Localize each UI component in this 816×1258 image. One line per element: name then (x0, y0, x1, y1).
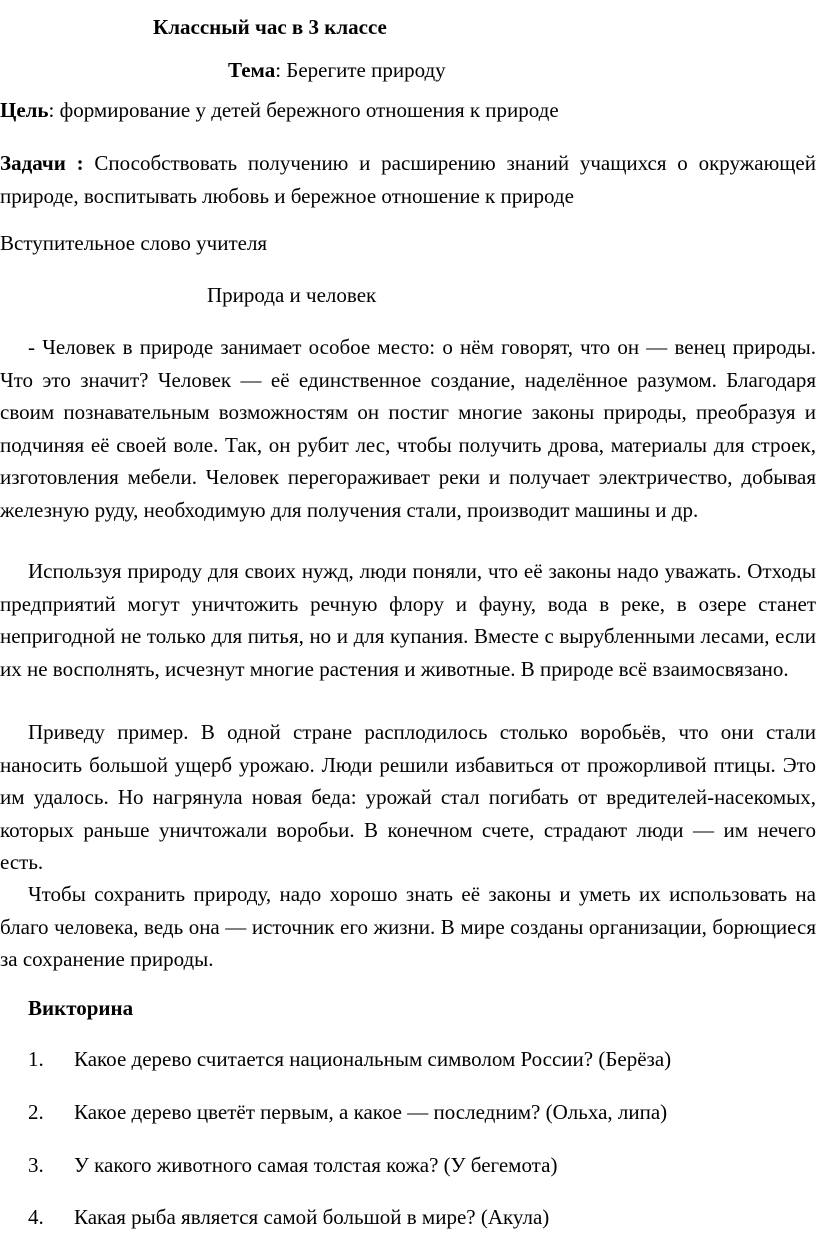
section-title: Природа и человек (207, 283, 377, 307)
body-paragraph-1 (0, 331, 816, 527)
quiz-item-number: 1. (28, 1047, 44, 1071)
goal-text: : формирование у детей бережного отношения к природе (48, 98, 559, 122)
quiz-heading: Викторина (28, 996, 134, 1020)
document-title: Классный час в 3 классе (153, 15, 387, 39)
body-paragraph-1-text: - Человек в природе занимает особое место: о нём говорят, что он — венец природы. Что это значит? Человек — её единственное создание, наделённое разумом. Благодаря своим познавательным возможностям он постиг многие законы природы, преобразуя и подчиняя её своей воле. Так, он рубит лес, чтобы получить дрова, материалы для строек, изготовления мебели. Человек перегораживает реки и получает электричество, добывая железную руду, необходимую для получения стали, производит машины и др. (0, 335, 816, 522)
quiz-item-text: Какое дерево считается национальным символом России? (Берёза) (74, 1047, 672, 1071)
body-paragraph-3-text: Приведу пример. В одной стране расплодилось столько воробьёв, что они стали наносить большой ущерб урожаю. Люди решили избавиться от прожорливой птицы. Это им удалось. Но нагрянула новая беда: урожай стал погибать от вредителей-насекомых, которых раньше уничтожали воробьи. В конечном счете, страдают люди — им нечего есть. (0, 720, 816, 875)
tasks-text: Способствовать получению и расширению знаний учащихся о окружающей природе, воспитывать любовь и бережное отношение к природе (0, 151, 816, 208)
tasks-paragraph (0, 147, 816, 212)
intro-heading: Вступительное слово учителя (0, 231, 268, 255)
quiz-item-text: Какая рыба является самой большой в мире? (Акула) (74, 1205, 550, 1229)
quiz-item-text: Какое дерево цветёт первым, а какое — последним? (Ольха, липа) (74, 1100, 668, 1124)
goal-line (0, 100, 559, 121)
quiz-item-number: 2. (28, 1100, 44, 1124)
body-paragraph-2 (0, 555, 816, 685)
quiz-item-number: 3. (28, 1153, 44, 1177)
quiz-item-number: 4. (28, 1205, 44, 1229)
body-paragraph-3 (0, 716, 816, 879)
body-paragraph-4-text: Чтобы сохранить природу, надо хорошо знать её законы и уметь их использовать на благо человека, ведь она — источник его жизни. В мире созданы организации, борющиеся за сохранение природы. (0, 882, 816, 972)
topic-label: Тема (228, 58, 276, 82)
topic-text: : Берегите природу (275, 58, 446, 82)
quiz-item (0, 1049, 816, 1073)
quiz-item-text: У какого животного самая толстая кожа? (У бегемота) (74, 1153, 558, 1177)
goal-label: Цель (0, 98, 49, 122)
body-paragraph-4 (0, 878, 816, 976)
tasks-label: Задачи : (0, 151, 84, 175)
topic-line (228, 60, 446, 81)
quiz-item (0, 1102, 816, 1126)
quiz-item (0, 1207, 816, 1231)
body-paragraph-2-text: Используя природу для своих нужд, люди поняли, что её законы надо уважать. Отходы предприятий могут уничтожить речную флору и фауну, вода в реке, в озере станет непригодной не только для питья, но и для купания. Вместе с вырубленными лесами, если их не восполнять, исчезнут многие растения и животные. В природе всё взаимосвязано. (0, 559, 816, 681)
quiz-item (0, 1155, 816, 1179)
